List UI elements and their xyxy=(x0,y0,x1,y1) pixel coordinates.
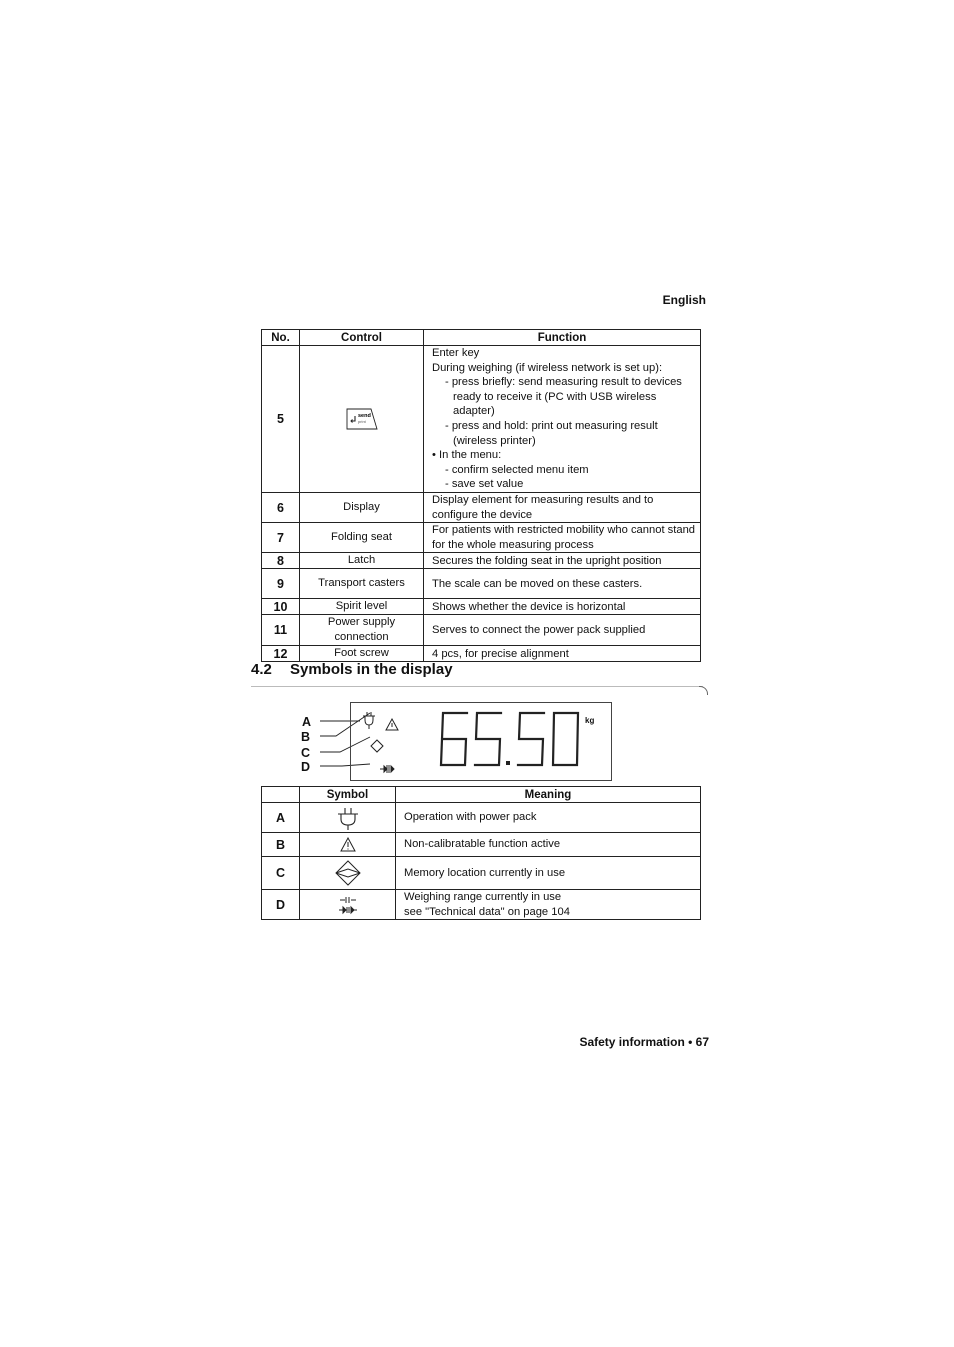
weighing-range-icon xyxy=(337,894,359,916)
header-meaning: Meaning xyxy=(396,787,701,803)
row-number: 7 xyxy=(262,523,300,553)
controls-table xyxy=(261,329,701,662)
table-row xyxy=(262,553,701,569)
memory-diamond-icon xyxy=(334,859,362,887)
language-label: English xyxy=(662,293,706,307)
symbol-meaning xyxy=(396,890,701,920)
row-number: 9 xyxy=(262,569,300,599)
row-function: Display element for measuring results and to configure the device xyxy=(424,492,701,522)
key-print-text: print xyxy=(357,418,366,424)
symbols-table xyxy=(261,786,701,920)
row-letter: C xyxy=(262,857,300,890)
row-number: 11 xyxy=(262,615,300,646)
row-control: Folding seat xyxy=(300,523,424,553)
function-line: - press briefly: send measuring result to devices ready to receive it (PC with USB wireless adapter) xyxy=(445,376,682,418)
lcd-unit: kg xyxy=(585,716,595,725)
function-line: - press and hold: print out measuring result (wireless printer) xyxy=(445,419,658,447)
function-line: Enter key xyxy=(432,347,480,359)
callout-label-b: B xyxy=(301,730,311,744)
row-control: Display xyxy=(300,492,424,522)
warning-triangle-icon xyxy=(340,837,356,852)
row-function: 4 pcs, for precise alignment xyxy=(424,646,701,662)
table-row xyxy=(262,615,701,646)
section-title: Symbols in the display xyxy=(290,661,453,678)
header-no: No. xyxy=(262,330,300,346)
table-row xyxy=(262,599,701,615)
row-control: Power supply connection xyxy=(300,615,424,646)
warning-triangle-icon xyxy=(386,719,398,730)
enter-key-cell xyxy=(300,346,424,493)
row-function: For patients with restricted mobility who cannot stand for the whole measuring process xyxy=(424,523,701,553)
symbol-cell xyxy=(300,857,396,890)
symbol-meaning: Non-calibratable function active xyxy=(396,833,701,857)
row-function: Secures the folding seat in the upright position xyxy=(424,553,701,569)
row-control: Spirit level xyxy=(300,599,424,615)
callout-label-a: A xyxy=(302,715,312,729)
lcd-symbols xyxy=(351,703,611,780)
callout-label-c: C xyxy=(301,746,311,760)
row-number: 10 xyxy=(262,599,300,615)
table-row xyxy=(262,523,701,553)
plug-icon xyxy=(337,805,359,831)
row-number: 12 xyxy=(262,646,300,662)
row-function: Serves to connect the power pack supplied xyxy=(424,615,701,646)
function-line: - save set value xyxy=(445,478,524,491)
section-heading xyxy=(251,661,453,678)
weighing-range-icon xyxy=(380,765,394,773)
table-row xyxy=(262,890,701,920)
section-divider xyxy=(251,686,703,687)
table-row xyxy=(262,346,701,493)
table-row xyxy=(262,803,701,833)
function-line: • In the menu: xyxy=(432,449,502,462)
table-row xyxy=(262,492,701,522)
row-number: 6 xyxy=(262,492,300,522)
header-function: Function xyxy=(424,330,701,346)
row-function: Shows whether the device is horizontal xyxy=(424,599,701,615)
table-row xyxy=(262,857,701,890)
symbol-meaning: Memory location currently in use xyxy=(396,857,701,890)
symbol-meaning-line: see "Technical data" on page 104 xyxy=(404,905,570,918)
decimal-point xyxy=(506,761,510,765)
function-line: During weighing (if wireless network is set up): xyxy=(432,361,663,374)
key-send-text: send xyxy=(357,412,371,419)
table-row xyxy=(262,569,701,599)
row-letter: D xyxy=(262,890,300,920)
symbol-cell xyxy=(300,803,396,833)
table-row xyxy=(262,833,701,857)
memory-diamond-icon xyxy=(371,740,383,752)
header-symbol: Symbol xyxy=(300,787,396,803)
row-control: Latch xyxy=(300,553,424,569)
enter-key-icon xyxy=(345,407,379,431)
row-function: The scale can be moved on these casters. xyxy=(424,569,701,599)
row-letter: B xyxy=(262,833,300,857)
symbol-meaning: Operation with power pack xyxy=(396,803,701,833)
header-no xyxy=(262,787,300,803)
row-control: Foot screw xyxy=(300,646,424,662)
lcd-display xyxy=(350,702,612,781)
section-divider-hook xyxy=(699,686,708,695)
table-row xyxy=(262,646,701,662)
plug-icon xyxy=(363,712,375,729)
row-number: 5 xyxy=(262,346,300,493)
header-control: Control xyxy=(300,330,424,346)
symbol-cell xyxy=(300,890,396,920)
row-control: Transport casters xyxy=(300,569,424,599)
section-number: 4.2 xyxy=(251,661,272,678)
function-line: - confirm selected menu item xyxy=(445,463,589,476)
symbol-cell xyxy=(300,833,396,857)
symbol-meaning-line: Weighing range currently in use xyxy=(404,891,562,903)
enter-key-function xyxy=(424,346,701,493)
lcd-digits xyxy=(441,713,578,765)
page-footer: Safety information • 67 xyxy=(579,1035,709,1049)
callout-label-d: D xyxy=(301,760,311,774)
row-letter: A xyxy=(262,803,300,833)
row-number: 8 xyxy=(262,553,300,569)
